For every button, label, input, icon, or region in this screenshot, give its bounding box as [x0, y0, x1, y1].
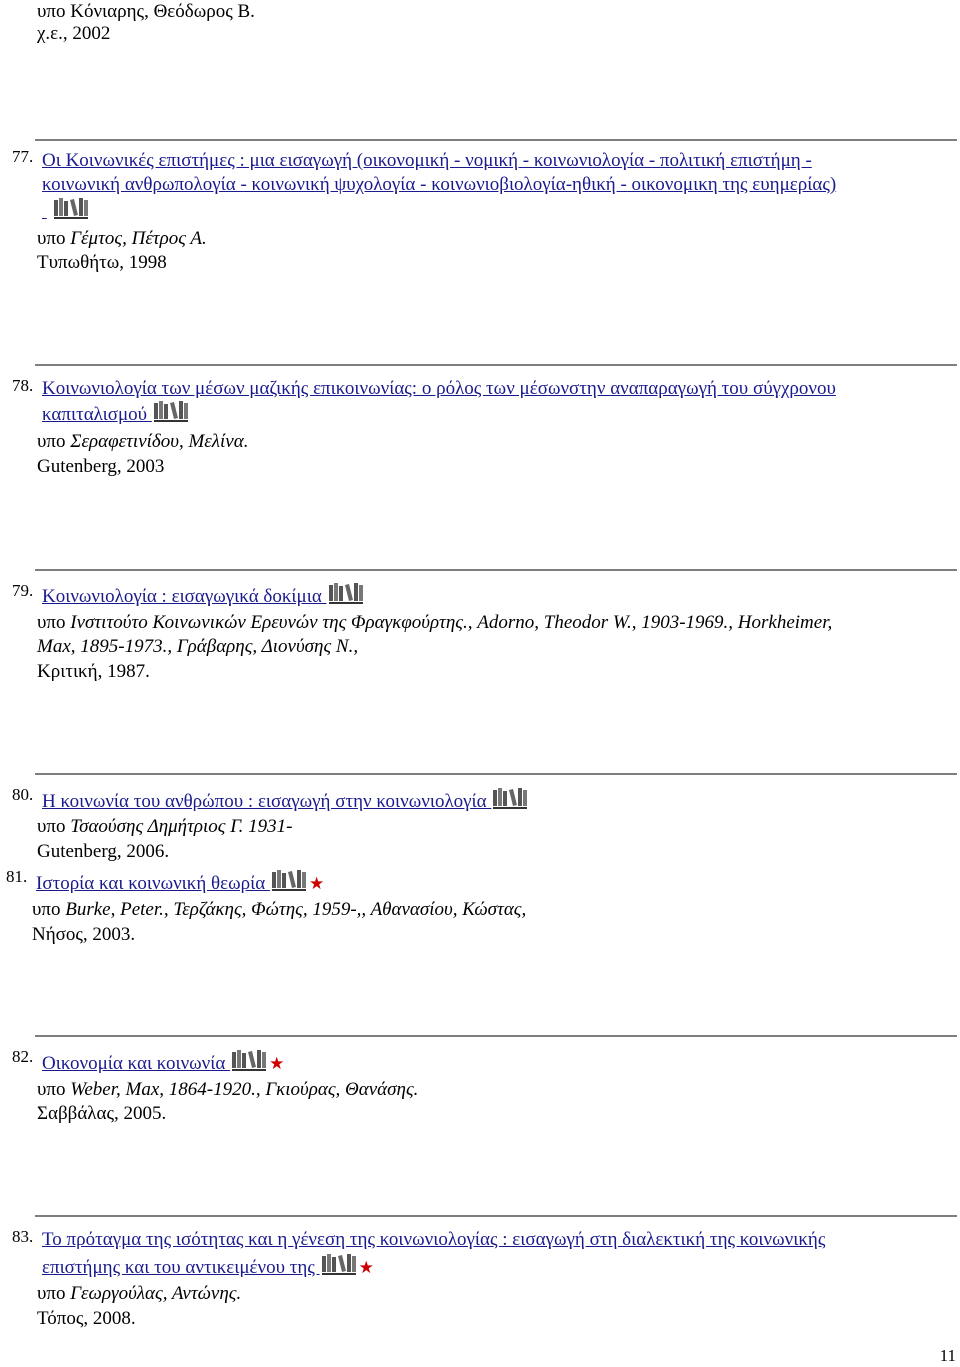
entry-publisher: Τόπος, 2008.	[37, 1308, 136, 1329]
entry-title-link[interactable]: κοινωνική ανθρωπολογία - κοινωνική ψυχολογία - κοινωνιοβιολογία-ηθική - οικονομικη της ευημερίας)	[42, 174, 837, 195]
entry-publisher: Gutenberg, 2003	[37, 456, 165, 477]
entry-author: υπο Weber, Max, 1864-1920., Γκιούρας, Θανάσης.	[37, 1079, 419, 1100]
entry-title-line[interactable]	[42, 1050, 284, 1076]
library-books-icon[interactable]	[154, 401, 190, 423]
entry-separator	[35, 569, 957, 571]
entry-author: υπο Γέμτος, Πέτρος Α.	[37, 228, 207, 249]
library-books-icon[interactable]	[493, 788, 529, 810]
entry-title-link[interactable]: καπιταλισμού	[42, 404, 152, 425]
entry-author: υπο Ινστιτούτο Κοινωνικών Ερευνών της Φραγκφούρτης., Adorno, Theodor W., 1903-1969., Horkheimer,	[37, 612, 833, 633]
entry-title-link[interactable]: Κοινωνιολογία : εισαγωγικά δοκίμια	[42, 586, 327, 607]
entry-publisher: Τυπωθήτω, 1998	[37, 252, 167, 273]
entry-title-line[interactable]	[42, 149, 812, 173]
entry-author-cont: Max, 1895-1973., Γράβαρης, Διονύσης Ν.,	[37, 636, 359, 657]
library-books-icon[interactable]	[232, 1050, 268, 1072]
top-entry-author: υπο Κόνιαρης, Θεόδωρος Β.	[37, 1, 255, 22]
entry-title-line[interactable]	[42, 401, 190, 427]
entry-title-line[interactable]	[42, 173, 836, 197]
entry-title-line[interactable]	[42, 198, 90, 224]
entry-number: 82.	[12, 1047, 34, 1066]
entry-number: 83.	[12, 1227, 34, 1246]
top-entry-publisher: χ.ε., 2002	[37, 23, 111, 44]
entry-title-link[interactable]: Η κοινωνία του ανθρώπου : εισαγωγή στην κοινωνιολογία	[42, 791, 492, 812]
entry-title-link[interactable]: Οικονομία και κοινωνία	[42, 1053, 231, 1074]
entry-title-link[interactable]: Ιστορία και κοινωνική θεωρία	[36, 873, 270, 894]
entry-separator	[35, 364, 957, 366]
entry-title-line[interactable]	[42, 377, 836, 401]
star-icon[interactable]: ★	[308, 874, 325, 893]
entry-title-link[interactable]: Το πρόταγμα της ισότητας και η γένεση της κοινωνιολογίας : εισαγωγή στη διαλεκτική της κοινωνικής	[42, 1229, 826, 1250]
entry-title-line[interactable]	[42, 583, 365, 609]
entry-number: 77.	[12, 147, 34, 166]
library-books-icon[interactable]	[322, 1254, 358, 1276]
entry-author: υπο Γεωργούλας, Αντώνης.	[37, 1283, 242, 1304]
entry-title-link[interactable]: Κοινωνιολογία των μέσων μαζικής επικοινωνίας: ο ρόλος των μέσωνστην αναπαραγωγή του σύγχρονου	[42, 378, 836, 399]
entry-author: υπο Σεραφετινίδου, Μελίνα.	[37, 431, 249, 452]
page-number: 11	[939, 1346, 956, 1365]
entry-publisher: Gutenberg, 2006.	[37, 841, 170, 862]
entry-separator	[35, 773, 957, 775]
entry-title-line[interactable]	[42, 788, 529, 814]
entry-separator	[35, 139, 957, 141]
entry-title-line[interactable]	[36, 870, 324, 896]
entry-publisher: Νήσος, 2003.	[32, 924, 136, 945]
entry-number: 78.	[12, 376, 34, 395]
library-books-icon[interactable]	[54, 198, 90, 220]
entry-number: 79.	[12, 581, 34, 600]
entry-author: υπο Burke, Peter., Τερζάκης, Φώτης, 1959-,, Αθανασίου, Κώστας,	[32, 899, 527, 920]
entry-title-link-tail[interactable]	[42, 201, 47, 222]
library-books-icon[interactable]	[272, 870, 308, 892]
entry-title-line[interactable]	[42, 1254, 374, 1280]
entry-title-line[interactable]	[42, 1228, 825, 1252]
entry-separator	[35, 1215, 957, 1217]
entry-number: 80.	[12, 785, 34, 804]
star-icon[interactable]: ★	[269, 1054, 285, 1073]
entry-title-link[interactable]: επιστήμης και του αντικειμένου της	[42, 1257, 320, 1278]
entry-separator	[35, 1035, 957, 1037]
entry-title-link[interactable]: Οι Κοινωνικές επιστήμες : μια εισαγωγή (οικονομική - νομική - κοινωνιολογία - πολιτική επιστήμη -	[42, 150, 812, 171]
entry-publisher: Σαββάλας, 2005.	[37, 1103, 167, 1124]
entry-number: 81.	[6, 867, 28, 886]
entry-publisher: Κριτική, 1987.	[37, 661, 150, 682]
library-books-icon[interactable]	[329, 583, 365, 605]
star-icon[interactable]: ★	[358, 1258, 374, 1277]
entry-author: υπο Τσαούσης Δημήτριος Γ. 1931-	[37, 816, 293, 837]
